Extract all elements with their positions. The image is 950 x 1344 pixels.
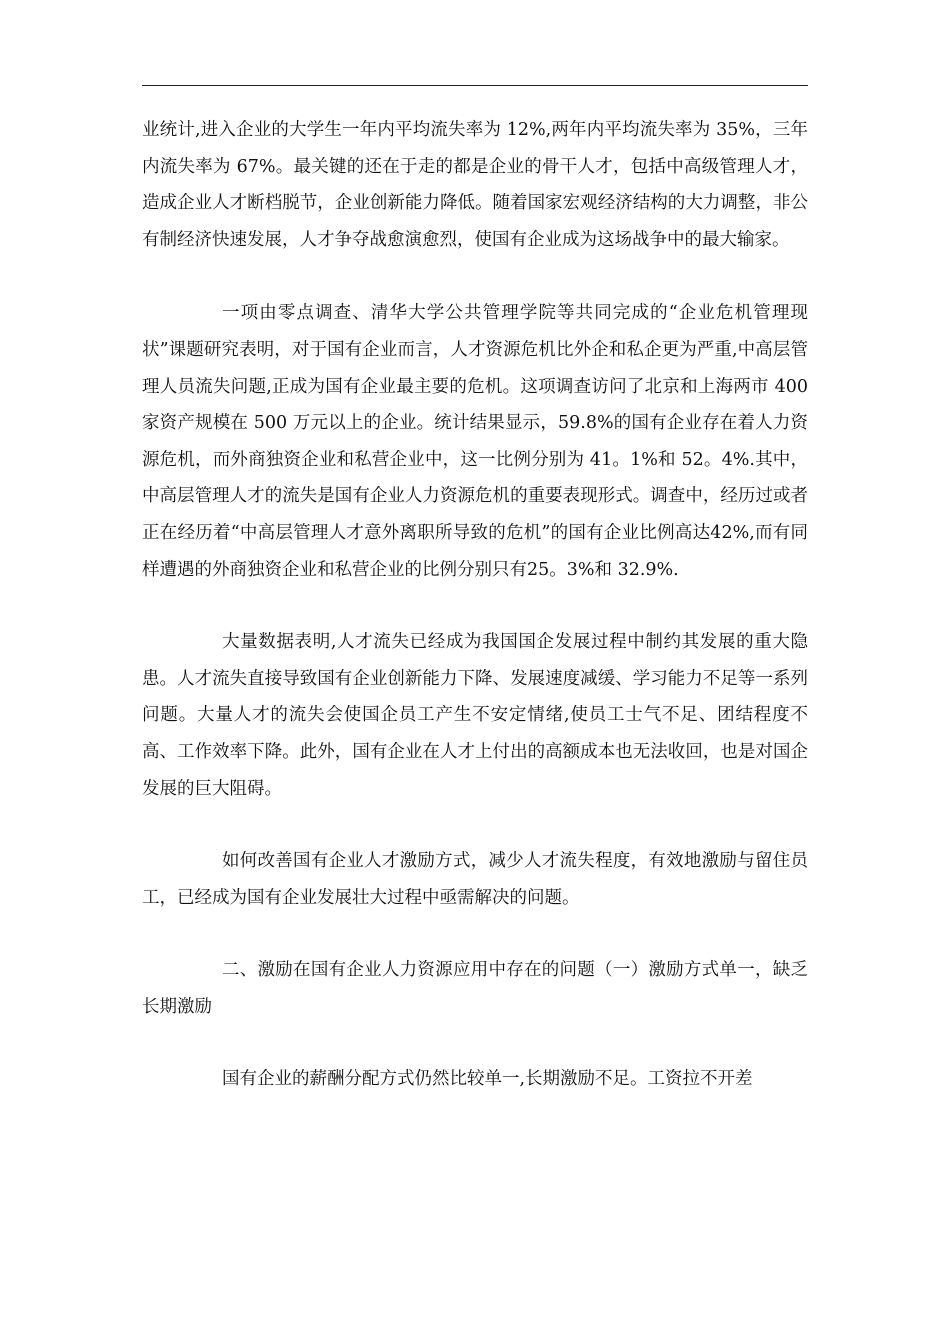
section-heading-incentive-problems: 二、激励在国有企业人力资源应用中存在的问题（一）激励方式单一，缺乏长期激励 bbox=[142, 960, 808, 1017]
document-body bbox=[142, 112, 808, 1098]
header-rule bbox=[142, 85, 808, 86]
paragraph-survey-findings: 一项由零点调查、清华大学公共管理学院等共同完成的“企业危机管理现状”课题研究表明，对于国有企业而言，人才资源危机比外企和私企更为严重,中高层管理人员流失问题,正成为国有企业最主要的危机。这项调查访问了北京和上海两市 400 家资产规模在 500 万元以上的企业。统计结果显示，59.8%的国有企业存在着人力资源危机，而外商独资企业和私营企业中，这一比例分别为 41。1%和 52。4%.其中，中高层管理人才的流失是国有企业人力资源危机的重要表现形式。调查中，经历过或者正在经历着“中高层管理人才意外离职所导致的危机”的国有企业比例高达42%,而有同样遭遇的外商独资企业和私营企业的比例分别只有25。3%和 32.9%. bbox=[142, 303, 808, 580]
paragraph-improve-incentives: 如何改善国有企业人才激励方式，减少人才流失程度，有效地激励与留住员工，已经成为国有企业发展壮大过程中亟需解决的问题。 bbox=[142, 851, 808, 908]
paragraph-continued-statistics: 业统计,进入企业的大学生一年内平均流失率为 12%,两年内平均流失率为 35%，三年内流失率为 67%。最关键的还在于走的都是企业的骨干人才，包括中高级管理人才，造成企业人才断档脱节，企业创新能力降低。随着国家宏观经济结构的大力调整，非公有制经济快速发展，人才争夺战愈演愈烈，使国有企业成为这场战争中的最大输家。 bbox=[142, 120, 808, 250]
paragraph-talent-loss-impact: 大量数据表明,人才流失已经成为我国国企发展过程中制约其发展的重大隐患。人才流失直接导致国有企业创新能力下降、发展速度减缓、学习能力不足等一系列问题。大量人才的流失会使国企员工产生不安定情绪,使员工士气不足、团结程度不高、工作效率下降。此外，国有企业在人才上付出的高额成本也无法收回，也是对国企发展的巨大阻碍。 bbox=[142, 632, 808, 799]
paragraph-salary-distribution: 国有企业的薪酬分配方式仍然比较单一,长期激励不足。工资拉不开差 bbox=[222, 1069, 753, 1090]
